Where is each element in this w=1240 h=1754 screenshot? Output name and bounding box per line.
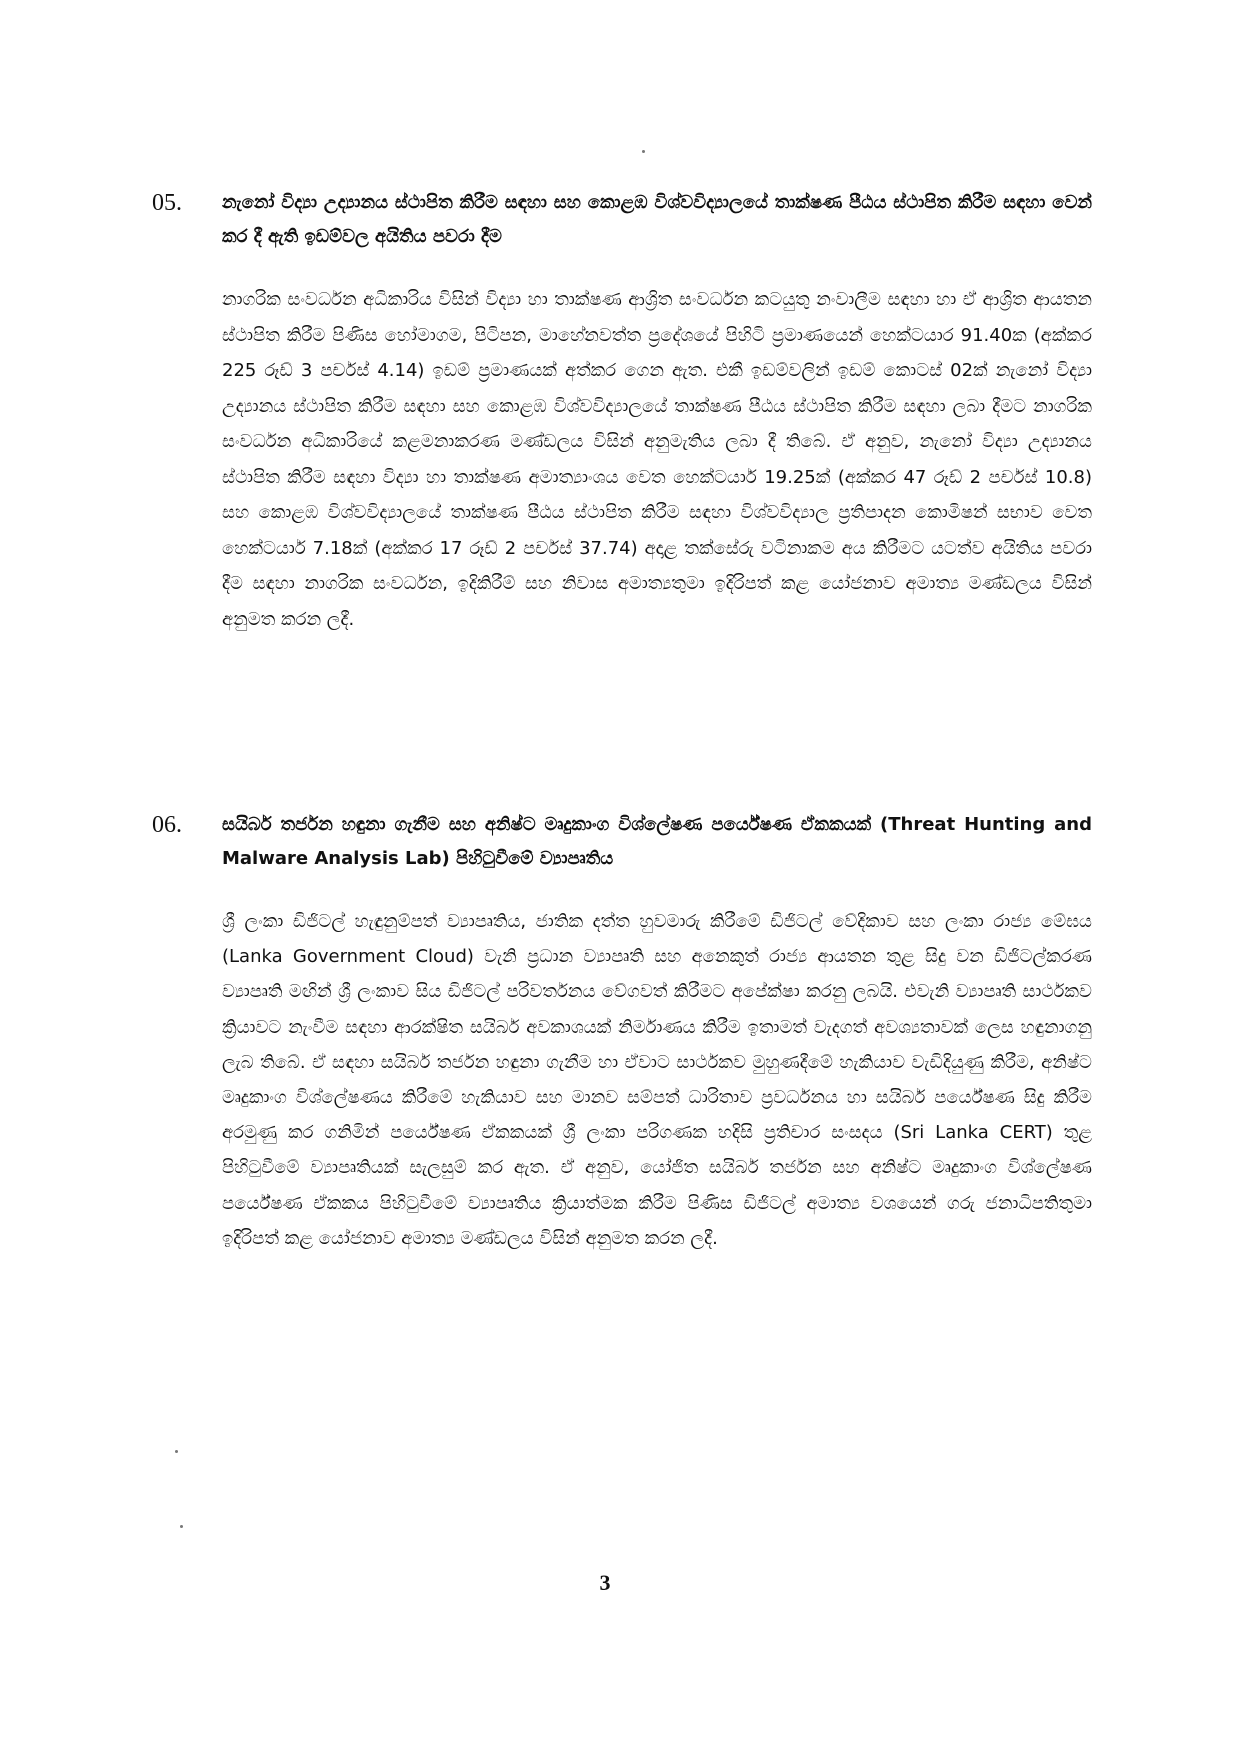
section-06 xyxy=(152,808,1092,1256)
section-title: නැනෝ විද්‍යා උද්‍යානය ස්ථාපිත කිරීම සඳහා සහ කොළඹ විශ්වවිද්‍යාලයේ තාක්ෂණ පීඨය ස්ථාපිත කිරීම සඳහා වෙන් කර දී ඇති ඉඩම්වල අයිතිය පවරා දීම xyxy=(222,192,1092,247)
section-title: සයිබර් තර්ජන හඳුනා ගැනීම සහ අනිෂ්ට මෘදුකාංග විශ්ලේෂණ පර්යේෂණ ඒකකයක් (Threat Hunting and Malware Analysis Lab) පිහිටුවීමේ ව්‍යාපෘතිය xyxy=(222,814,1092,869)
section-number: 06. xyxy=(152,812,182,838)
section-05 xyxy=(152,186,1092,637)
section-body: නාගරික සංවර්ධන අධිකාරිය විසින් විද්‍යා හා තාක්ෂණ ආශ්‍රිත සංවර්ධන කටයුතු නංවාලීම සඳහා හා ඒ ආශ්‍රිත ආයතන ස්ථාපිත කිරීම පිණිස හෝමාගම, පිටිපන, මාහේනවත්ත ප්‍රදේශයේ පිහිටි ප්‍රමාණයෙන් හෙක්ටයාර 91.40ක (අක්කර 225 රූඩ් 3 පර්චස් 4.14) ඉඩම් ප්‍රමාණයක් අත්කර ගෙන ඇත. එකී ඉඩම්වලින් ඉඩම් කොටස් 02ක් නැනෝ විද්‍යා උද්‍යානය ස්ථාපිත කිරීම සඳහා සහ කොළඹ විශ්වවිද්‍යාලයේ තාක්ෂණ පීඨය ස්ථාපිත කිරීම සඳහා ලබා දීමට නාගරික සංවර්ධන අධිකාරියේ කළමනාකරණ මණ්ඩලය විසින් අනුමැතිය ලබා දී තිබේ. ඒ අනුව, නැනෝ විද්‍යා උද්‍යානය ස්ථාපිත කිරීම සඳහා විද්‍යා හා තාක්ෂණ අමාත්‍යාංශය වෙත හෙක්ටයාර් 19.25ක් (අක්කර 47 රූඩ් 2 පර්චස් 10.8) සහ කොළඹ විශ්වවිද්‍යාලයේ තාක්ෂණ පීඨය ස්ථාපිත කිරීම සඳහා විශ්වවිද්‍යාල ප්‍රතිපාදන කොමිෂන් සභාව වෙත හෙක්ටයාර් 7.18ක් (අක්කර 17 රූඩ් 2 පර්චස් 37.74) අදාළ තක්සේරු වටිනාකම අය කිරීමට යටත්ව අයිතිය පවරා දීම සඳහා නාගරික සංවර්ධන, ඉදිකිරීම් සහ නිවාස අමාත්‍යතුමා ඉදිරිපත් කළ යෝජනාව අමාත්‍ය මණ්ඩලය විසින් අනුමත කරන ලදී. xyxy=(222,289,1092,630)
scan-speck xyxy=(180,1525,183,1528)
section-heading xyxy=(152,186,1092,254)
section-heading xyxy=(152,808,1092,876)
section-number: 05. xyxy=(152,190,182,216)
scan-speck xyxy=(175,1450,178,1453)
page-number: 3 xyxy=(599,1570,611,1595)
scan-speck xyxy=(642,150,645,153)
section-body: ශ්‍රී ලංකා ඩිජිටල් හැඳුනුම්පත් ව්‍යාපෘතිය, ජාතික දත්ත හුවමාරු කිරීමේ ඩිජිටල් වේදිකාව සහ ලංකා රාජ්‍ය මේඝය (Lanka Government Cloud) වැනි ප්‍රධාන ව්‍යාපෘති සහ අනෙකුත් රාජ්‍ය ආයතන තුළ සිදු වන ඩිජිටල්කරණ ව්‍යාපෘති මඟින් ශ්‍රී ලංකාව සිය ඩිජිටල් පරිවර්තනය වේගවත් කිරීමට අපේක්ෂා කරනු ලබයි. එවැනි ව්‍යාපෘති සාර්ථකව ක්‍රියාවට නැංවීම සඳහා ආරක්ෂිත සයිබර් අවකාශයක් නිර්මාණය කිරීම ඉතාමත් වැදගත් අවශ්‍යතාවක් ලෙස හඳුනාගනු ලැබ තිබේ. ඒ සඳහා සයිබර් තර්ජන හඳුනා ගැනීම හා ඒවාට සාර්ථකව මුහුණදීමේ හැකියාව වැඩිදියුණු කිරීම, අනිෂ්ට මෘදුකාංග විශ්ලේෂණය කිරීමේ හැකියාව සහ මානව සම්පත් ධාරිතාව ප්‍රවර්ධනය හා සයිබර් පර්යේෂණ සිදු කිරීම අරමුණු කර ගනිමින් පර්යේෂණ ඒකකයක් ශ්‍රී ලංකා පරිගණක හදිසි ප්‍රතිචාර සංසදය (Sri Lanka CERT) තුළ පිහිටුවීමේ ව්‍යාපෘතියක් සැලසුම් කර ඇත. ඒ අනුව, යෝජිත සයිබර් තර්ජන සහ අනිෂ්ට මෘදුකාංග විශ්ලේෂණ පර්යේෂණ ඒකකය පිහිටුවීමේ ව්‍යාපෘතිය ක්‍රියාත්මක කිරීම පිණිස ඩිජිටල් අමාත්‍ය වශයෙන් ගරු ජනාධිපතිතුමා ඉදිරිපත් කළ යෝජනාව අමාත්‍ය මණ්ඩලය විසින් අනුමත කරන ලදී. xyxy=(222,911,1092,1249)
